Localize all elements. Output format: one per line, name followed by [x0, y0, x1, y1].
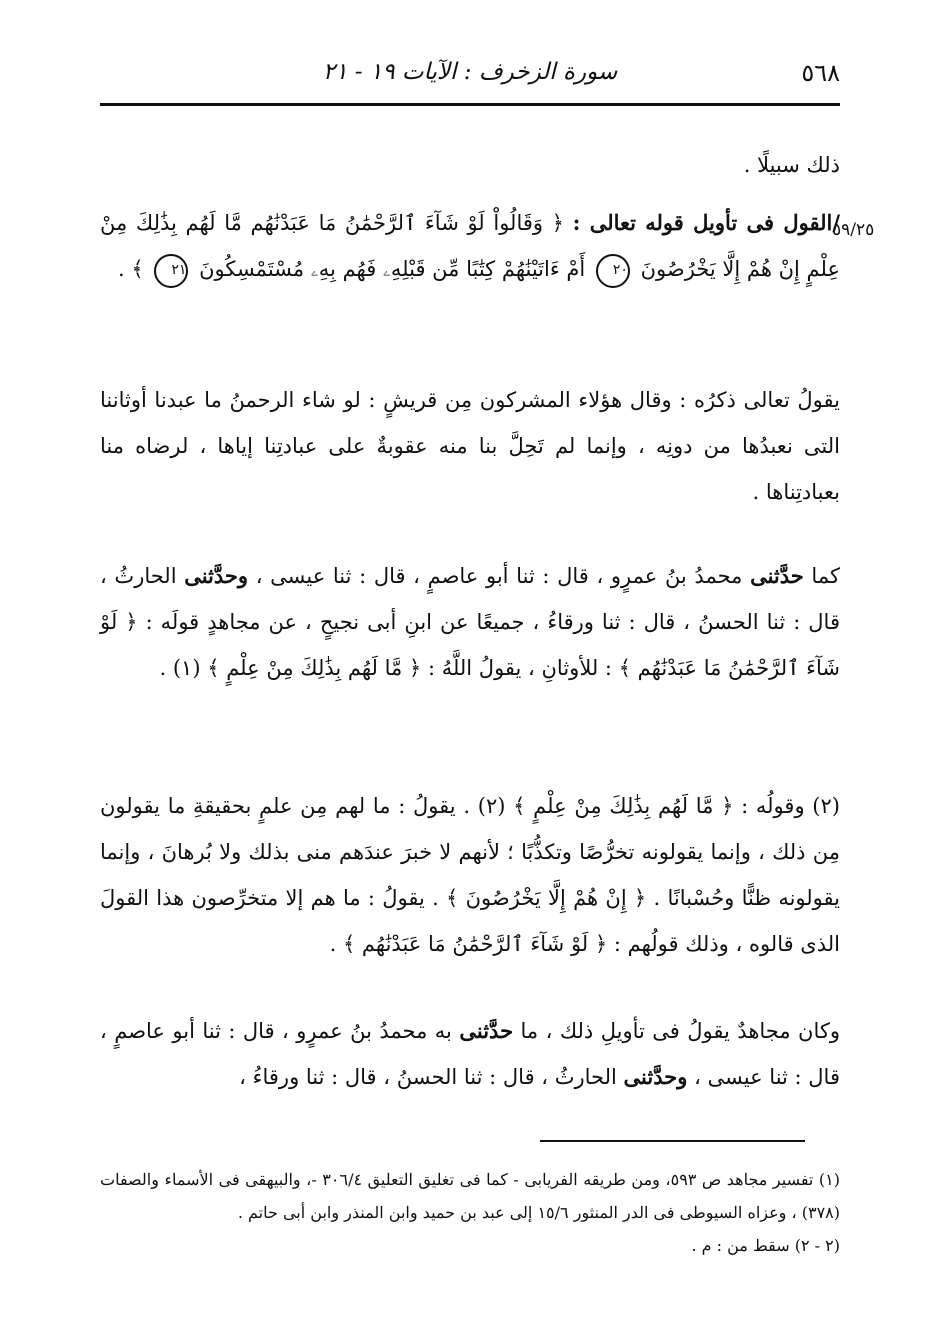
quran-quote: ﴿ مَّا لَهُم بِذَٰلِكَ مِنْ عِلْمٍ ﴾ — [513, 794, 734, 818]
text-segment: (٢) . يقولُ : ما لهم مِن علمٍ بحقيقةِ ما يقولون مِن ذلك ، وإنما يقولونه تخرُّصًا وتكذُّبًا ؛ لأنهم لا خبرَ عندَهم منى بذلك ولا بُرهانَ ، وإنما يقولونه ظنًّا وحُسْبانًا . — [100, 794, 840, 910]
header-rule — [100, 103, 840, 106]
isnad-keyword: وحدَّثنى — [184, 563, 249, 588]
quran-quote: ﴿ لَوْ شَآءَ ٱلرَّحْمَٰنُ مَا عَبَدْنَٰهُم ﴾ — [342, 932, 608, 956]
paragraph-2-verse — [100, 200, 840, 292]
running-title: سورة الزخرف : الآيات ١٩ - ٢١ — [322, 59, 618, 85]
text-segment: وكان مجاهدٌ يقولُ فى تأويلِ ذلك ، ما — [520, 1019, 840, 1043]
section-heading: /القول فى تأويل قوله تعالى : — [572, 210, 840, 235]
quran-quote: ﴿ إِنْ هُمْ إِلَّا يَخْرُصُونَ ﴾ — [446, 886, 647, 910]
margin-reference: ٥٩/٢٥ — [832, 220, 875, 240]
footnote-rule — [540, 1140, 805, 1142]
quran-verse: أَمْ ءَاتَيْنَٰهُمْ كِتَٰبًا مِّن قَبْلِهِۦ فَهُم بِهِۦ مُسْتَمْسِكُونَ — [199, 257, 586, 281]
quran-quote: ﴿ مَّا لَهُم بِذَٰلِكَ مِنْ عِلْمٍ ﴾ — [207, 656, 422, 680]
text-segment: كما — [811, 564, 840, 588]
paragraph-3 — [100, 377, 840, 515]
quran-quote: ﴿ لَوْ شَآءَ ٱلرَّحْمَٰنُ مَا عَبَدْنَٰهُم ﴾ — [100, 610, 840, 680]
footnote-2: (٢ - ٢) سقط من : م . — [691, 1236, 840, 1255]
text-segment: . يقولُ : ما هم إلا متخرِّصون هذا القولَ الذى قالوه ، وذلك قولُهم : — [100, 886, 840, 956]
page-header — [100, 55, 840, 95]
paragraph-text: ذلك سبيلًا . — [743, 153, 840, 177]
paragraph-text: يقولُ تعالى ذكرُه : وقال هؤلاء المشركون مِن قريشٍ : لو شاء الرحمنُ ما عبدنا أوثاننا التى نعبدُها من دونِه ، وإنما لم تَحِلَّ بنا منه عقوبةٌ على عبادتِنا إياها ، لرضاه منا بعبادتِناها . — [100, 388, 840, 504]
quran-verse: ﴿ وَقَالُواْ لَوْ شَآءَ ٱلرَّحْمَٰنُ مَا عَبَدْنَٰهُم مَّا لَهُم بِذَٰلِكَ مِنْ عِلْمٍ إِنْ هُمْ إِلَّا يَخْرُصُونَ — [100, 211, 840, 281]
text-segment: الحارثُ ، قال : ثنا الحسنُ ، قال : ثنا ورقاءُ ، جميعًا عن ابنِ أبى نجيحٍ ، عن مجاهدٍ قولَه : — [100, 564, 840, 634]
footnotes — [100, 1163, 840, 1262]
verse-close: ﴾ . — [118, 257, 144, 281]
paragraph-4 — [100, 553, 840, 691]
paragraph-5 — [100, 783, 840, 967]
paragraph-1 — [100, 142, 840, 188]
paragraph-6 — [100, 1008, 840, 1100]
text-segment: به محمدُ بنُ عمرٍو ، قال : ثنا أبو عاصمٍ ، قال : ثنا عيسى ، — [100, 1019, 840, 1089]
isnad-keyword: وحدَّثنى — [623, 1064, 688, 1089]
text-segment: . — [329, 932, 337, 956]
verse-number-marker: ٢١ — [154, 254, 188, 288]
verse-number-marker: ٢٠ — [596, 254, 630, 288]
isnad-keyword: حدَّثنى — [459, 1018, 514, 1043]
text-segment: الحارثُ ، قال : ثنا الحسنُ ، قال : ثنا ورقاءُ ، — [239, 1065, 617, 1089]
page-number: ٥٦٨ — [801, 59, 840, 87]
isnad-keyword: حدَّثنى — [750, 563, 804, 588]
text-segment: (٢) وقولُه : — [741, 794, 840, 818]
footnote-marker: (١) . — [159, 656, 201, 680]
text-segment: : للأوثانِ ، يقولُ اللَّهُ : — [427, 656, 612, 680]
footnote-1: (١) تفسير مجاهد ص ٥٩٣، ومن طريقه الفريابى - كما فى تغليق التعليق ٣٠٦/٤ -، والبيهقى فى الأسماء والصفات (٣٧٨) ، وعزاه السيوطى فى الدر المنثور ١٥/٦ إلى عبد بن حميد وابن المنذر وابن أبى حاتم . — [100, 1170, 840, 1222]
text-segment: محمدُ بنُ عمرٍو ، قال : ثنا أبو عاصمٍ ، قال : ثنا عيسى ، — [255, 564, 743, 588]
